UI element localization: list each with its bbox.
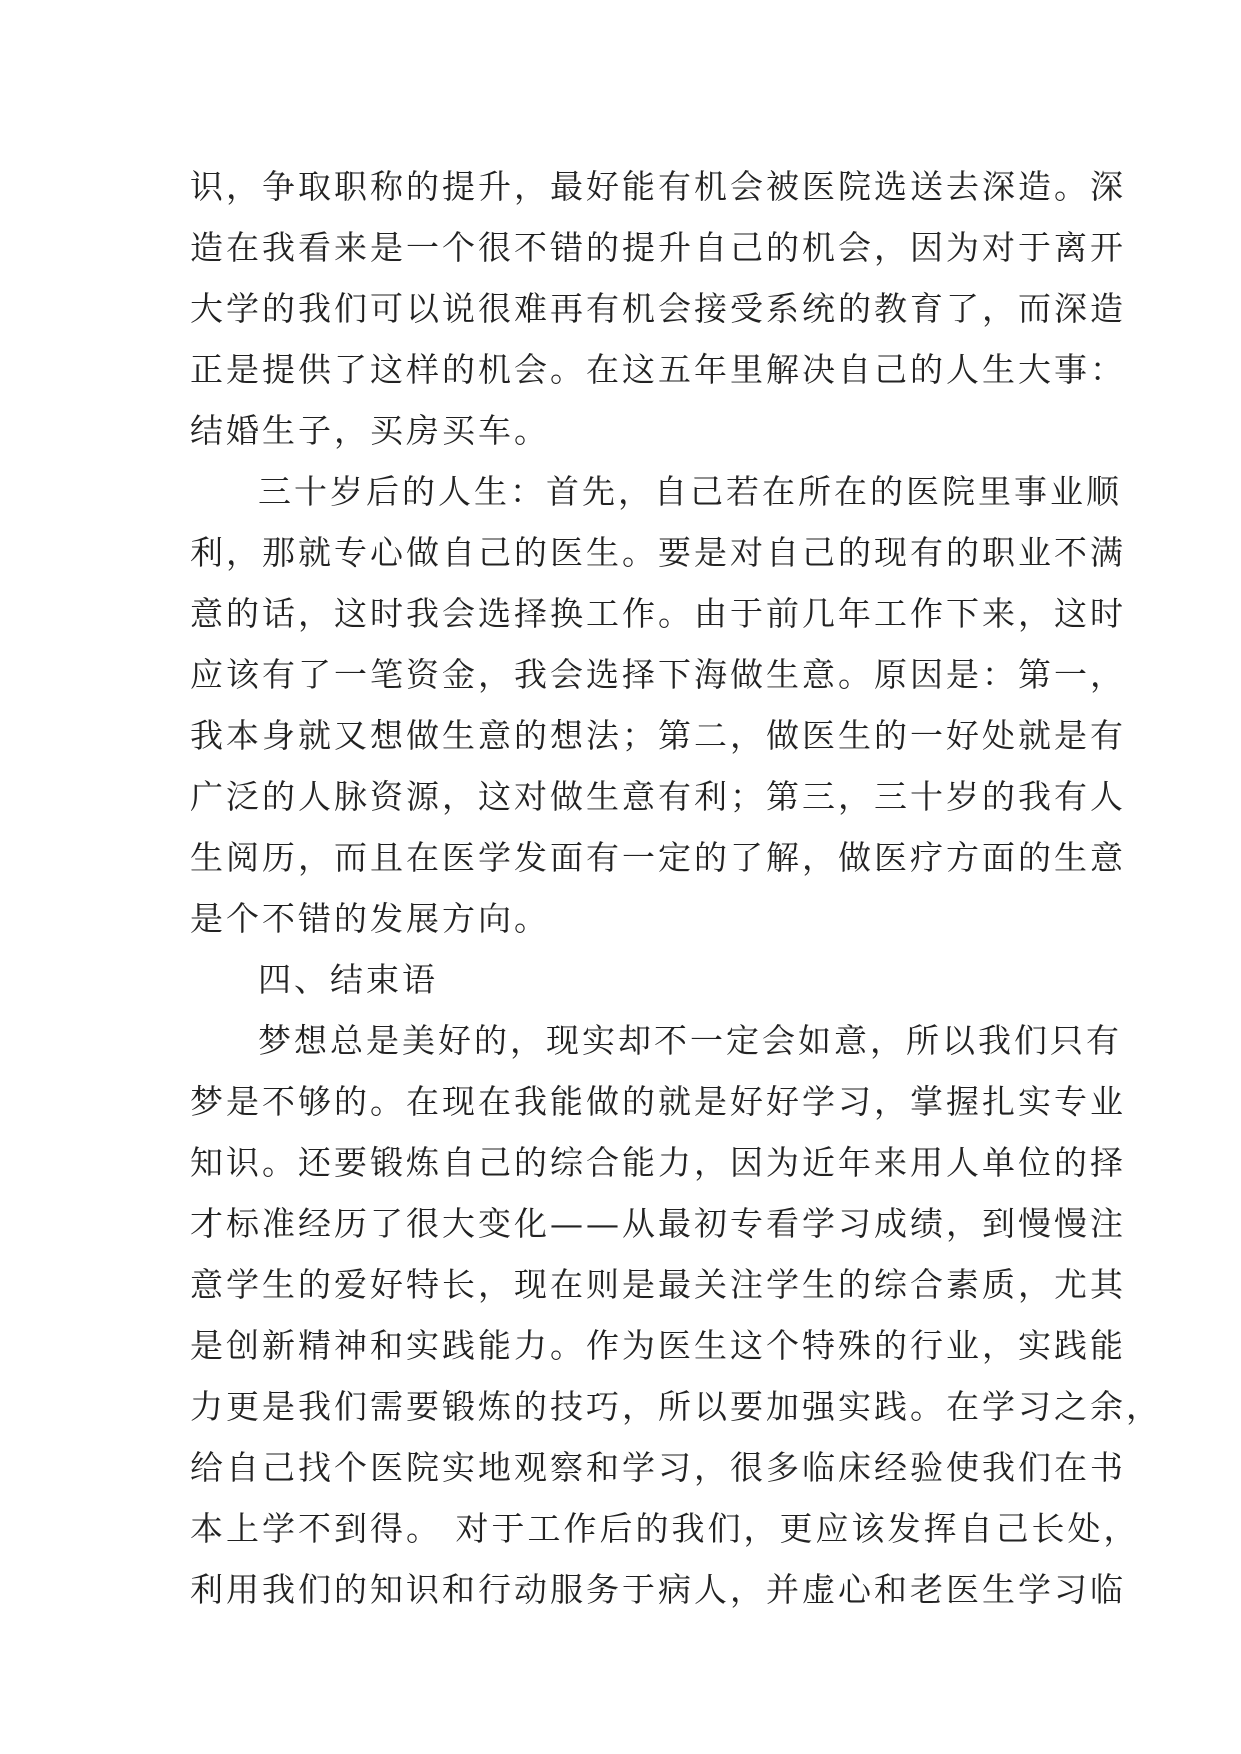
text-line: 利，那就专心做自己的医生。要是对自己的现有的职业不满 — [190, 533, 1126, 572]
document-body — [190, 156, 1162, 1620]
text-line: 给自己找个医院实地观察和学习，很多临床经验使我们在书 — [190, 1448, 1126, 1487]
text-line: 梦是不够的。在现在我能做的就是好好学习，掌握扎实专业 — [190, 1082, 1126, 1121]
text-line: 知识。还要锻炼自己的综合能力，因为近年来用人单位的择 — [190, 1143, 1126, 1182]
text-line: 意的话，这时我会选择换工作。由于前几年工作下来，这时 — [190, 594, 1126, 633]
text-line: 应该有了一笔资金，我会选择下海做生意。原因是：第一， — [190, 655, 1126, 694]
text-line: 本上学不到得。 对于工作后的我们，更应该发挥自己长处， — [190, 1509, 1140, 1548]
text-line: 生阅历，而且在医学发面有一定的了解，做医疗方面的生意 — [190, 838, 1126, 877]
paragraph-start-line: 梦想总是美好的，现实却不一定会如意，所以我们只有 — [258, 1021, 1122, 1060]
section-heading: 四、结束语 — [258, 960, 438, 999]
text-line: 广泛的人脉资源，这对做生意有利；第三，三十岁的我有人 — [190, 777, 1126, 816]
text-line: 识，争取职称的提升，最好能有机会被医院选送去深造。深 — [190, 167, 1126, 206]
text-line: 是个不错的发展方向。 — [190, 899, 550, 938]
text-line: 才标准经历了很大变化——从最初专看学习成绩，到慢慢注 — [190, 1204, 1126, 1243]
paragraph-start-line: 三十岁后的人生：首先，自己若在所在的医院里事业顺 — [258, 472, 1122, 511]
text-line: 造在我看来是一个很不错的提升自己的机会，因为对于离开 — [190, 228, 1126, 267]
text-line: 结婚生子，买房买车。 — [190, 411, 550, 450]
text-line: 意学生的爱好特长，现在则是最关注学生的综合素质，尤其 — [190, 1265, 1126, 1304]
text-line: 力更是我们需要锻炼的技巧，所以要加强实践。在学习之余， — [190, 1387, 1162, 1426]
text-line: 是创新精神和实践能力。作为医生这个特殊的行业，实践能 — [190, 1326, 1126, 1365]
text-line: 我本身就又想做生意的想法；第二，做医生的一好处就是有 — [190, 716, 1126, 755]
text-line: 正是提供了这样的机会。在这五年里解决自己的人生大事： — [190, 350, 1126, 389]
text-line: 利用我们的知识和行动服务于病人，并虚心和老医生学习临 — [190, 1570, 1126, 1609]
text-line: 大学的我们可以说很难再有机会接受系统的教育了，而深造 — [190, 289, 1126, 328]
